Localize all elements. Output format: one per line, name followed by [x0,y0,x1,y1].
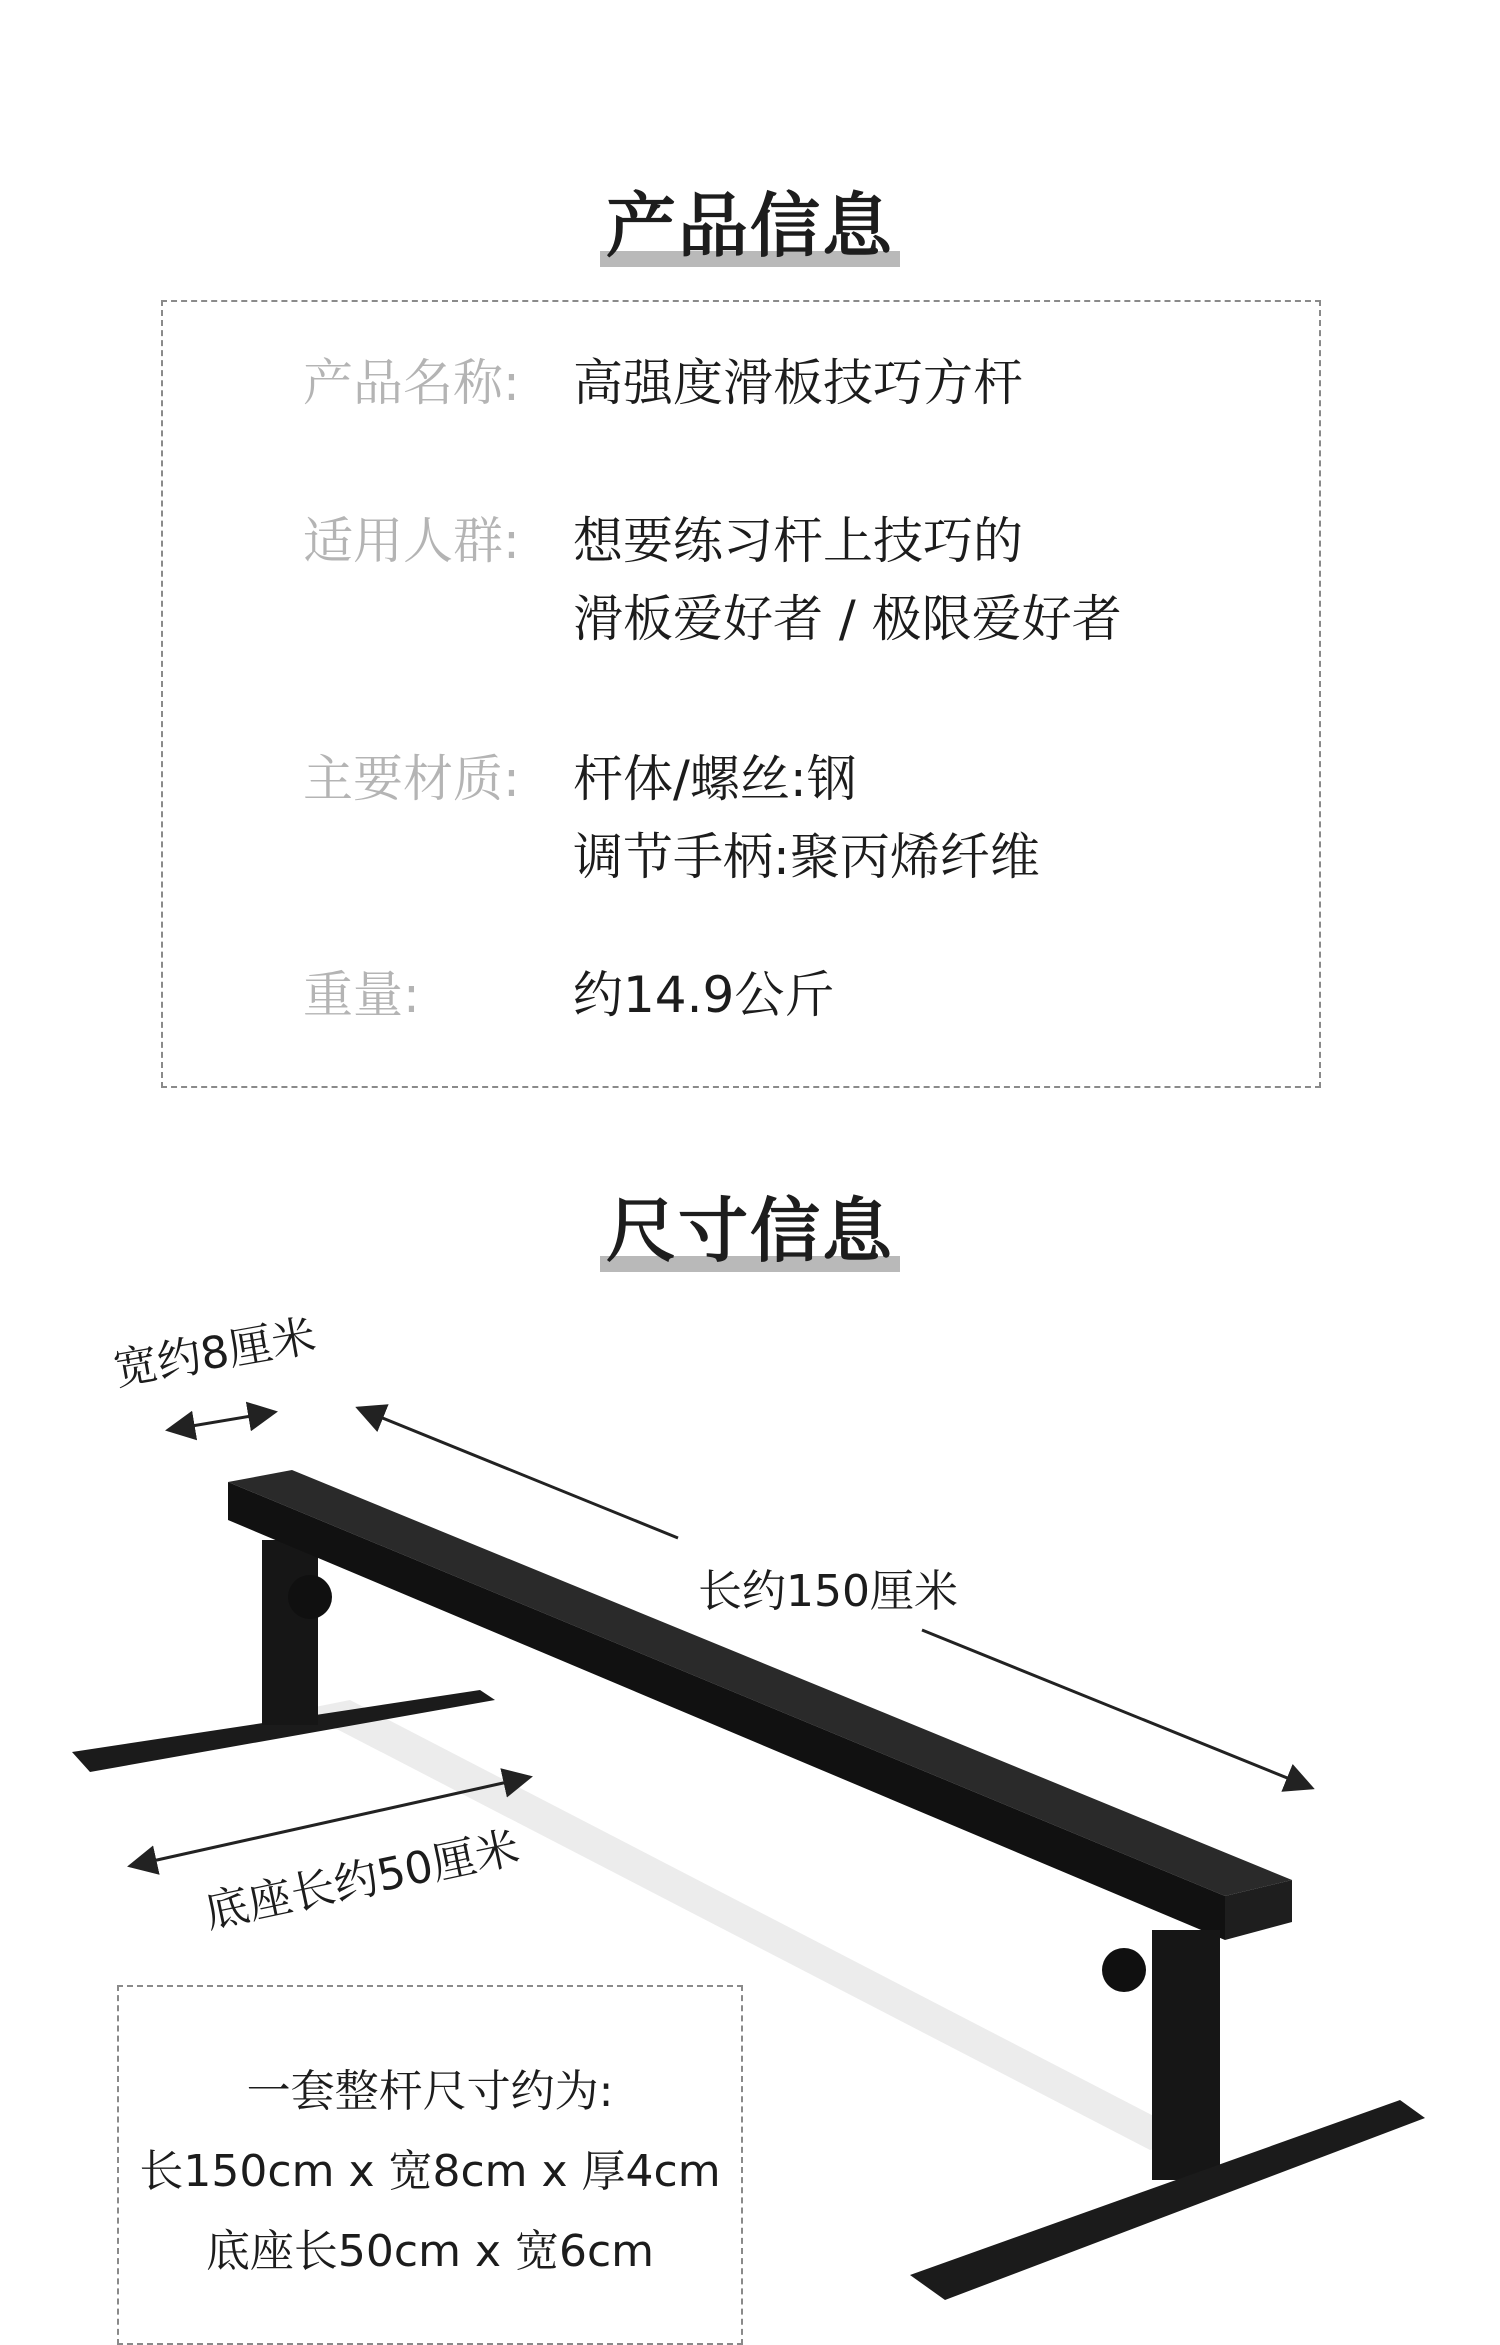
left-knob [288,1575,332,1619]
info-value-material-1: 杆体/螺丝:钢 [573,750,857,808]
spec-heading: 一套整杆尺寸约为: [246,2066,614,2117]
left-post [262,1540,318,1725]
spec-line-rail: 长150cm x 宽8cm x 厚4cm [139,2146,721,2197]
size-info-title: 尺寸信息 [0,1175,1500,1276]
rail-top-face [228,1470,1292,1896]
info-label-audience: 适用人群: [303,512,520,570]
info-value-audience-2: 滑板爱好者 / 极限爱好者 [573,590,1122,648]
product-info-title: 产品信息 [0,170,1500,271]
right-post [1152,1930,1220,2180]
info-value-weight: 约14.9公斤 [573,966,835,1024]
spec-summary-box [117,1985,743,2345]
info-value-audience-1: 想要练习杆上技巧的 [573,512,1023,570]
info-value-material-2: 调节手柄:聚丙烯纤维 [573,828,1040,886]
info-value-name: 高强度滑板技巧方杆 [573,354,1023,412]
base-dimension-label: 底座长约50厘米 [200,1822,524,1939]
info-label-name: 产品名称: [303,354,520,412]
right-knob [1102,1948,1146,1992]
width-arrow [168,1412,275,1430]
info-label-material: 主要材质: [303,750,520,808]
width-dimension-label: 宽约8厘米 [109,1310,320,1397]
info-label-weight: 重量: [303,966,420,1024]
spec-line-base: 底座长50cm x 宽6cm [205,2226,655,2277]
length-dimension-label: 长约150厘米 [698,1566,958,1617]
